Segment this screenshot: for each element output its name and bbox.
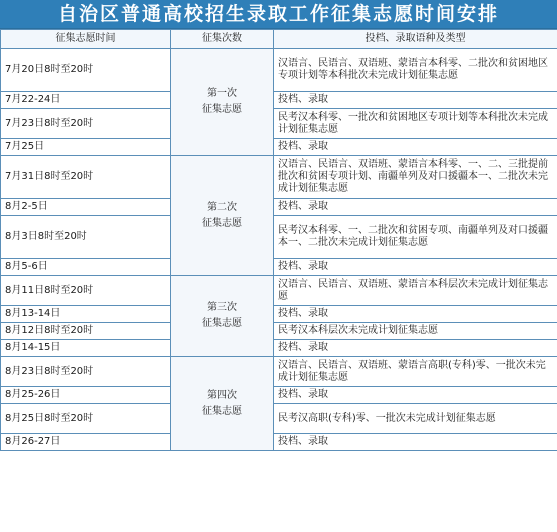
round-cell-4 xyxy=(171,357,274,451)
time-cell: 8月3日8时至20时 xyxy=(1,216,171,259)
table-header-row xyxy=(1,30,557,49)
round-label: 第四次 xyxy=(207,389,237,401)
time-cell: 8月12日8时至20时 xyxy=(1,323,171,340)
category-cell: 民考汉本科层次未完成计划征集志愿 xyxy=(274,323,557,340)
round-sublabel: 征集志愿 xyxy=(202,405,242,417)
category-cell: 投档、录取 xyxy=(274,306,557,323)
header-round: 征集次数 xyxy=(171,30,274,49)
header-category: 投档、录取语种及类型 xyxy=(274,30,557,49)
category-cell: 汉语言、民语言、双语班、蒙语言本科零、一、二、三批提前批次和贫困专项计划、南疆单列及对口援疆本一、二批次未完成计划征集志愿 xyxy=(274,156,557,199)
page-title: 自治区普通高校招生录取工作征集志愿时间安排 xyxy=(0,0,557,29)
time-cell: 7月31日8时至20时 xyxy=(1,156,171,199)
category-cell: 投档、录取 xyxy=(274,434,557,451)
time-cell: 8月25日8时至20时 xyxy=(1,404,171,434)
table-row xyxy=(1,156,557,199)
category-cell: 投档、录取 xyxy=(274,139,557,156)
category-cell: 民考汉本科零、一批次和贫困地区专项计划等本科批次未完成计划征集志愿 xyxy=(274,109,557,139)
table-row xyxy=(1,323,557,340)
category-cell: 民考汉本科零、一、二批次和贫困专项、南疆单列及对口援疆本一、二批次未完成计划征集志愿 xyxy=(274,216,557,259)
table-row xyxy=(1,92,557,109)
table-row xyxy=(1,306,557,323)
time-cell: 7月20日8时至20时 xyxy=(1,49,171,92)
time-cell: 7月23日8时至20时 xyxy=(1,109,171,139)
time-cell: 8月11日8时至20时 xyxy=(1,276,171,306)
time-cell: 8月13-14日 xyxy=(1,306,171,323)
round-label: 第二次 xyxy=(207,201,237,213)
round-cell-2 xyxy=(171,156,274,276)
category-cell: 汉语言、民语言、双语班、蒙语言本科零、二批次和贫困地区专项计划等本科批次未完成计划征集志愿 xyxy=(274,49,557,92)
table-row xyxy=(1,276,557,306)
category-cell: 投档、录取 xyxy=(274,387,557,404)
category-cell: 汉语言、民语言、双语班、蒙语言高职(专科)零、一批次未完成计划征集志愿 xyxy=(274,357,557,387)
table-row xyxy=(1,357,557,387)
category-cell: 投档、录取 xyxy=(274,199,557,216)
table-row xyxy=(1,404,557,434)
round-cell-1 xyxy=(171,49,274,156)
round-sublabel: 征集志愿 xyxy=(202,104,242,115)
category-cell: 投档、录取 xyxy=(274,340,557,357)
round-cell-3 xyxy=(171,276,274,357)
table-row xyxy=(1,109,557,139)
category-cell: 投档、录取 xyxy=(274,259,557,276)
table-row xyxy=(1,199,557,216)
round-label: 第三次 xyxy=(207,302,237,313)
time-cell: 7月25日 xyxy=(1,139,171,156)
table-row xyxy=(1,340,557,357)
category-cell: 汉语言、民语言、双语班、蒙语言本科层次未完成计划征集志愿 xyxy=(274,276,557,306)
time-cell: 8月14-15日 xyxy=(1,340,171,357)
round-label: 第一次 xyxy=(207,88,237,99)
table-row xyxy=(1,387,557,404)
round-sublabel: 征集志愿 xyxy=(202,217,242,229)
time-cell: 8月26-27日 xyxy=(1,434,171,451)
table-row xyxy=(1,216,557,259)
schedule-table xyxy=(0,29,557,451)
time-cell: 8月25-26日 xyxy=(1,387,171,404)
time-cell: 8月23日8时至20时 xyxy=(1,357,171,387)
table-row xyxy=(1,259,557,276)
table-row xyxy=(1,434,557,451)
time-cell: 8月5-6日 xyxy=(1,259,171,276)
time-cell: 8月2-5日 xyxy=(1,199,171,216)
category-cell: 民考汉高职(专科)零、一批次未完成计划征集志愿 xyxy=(274,404,557,434)
table-row xyxy=(1,49,557,92)
table-row xyxy=(1,139,557,156)
time-cell: 7月22-24日 xyxy=(1,92,171,109)
category-cell: 投档、录取 xyxy=(274,92,557,109)
header-time: 征集志愿时间 xyxy=(1,30,171,49)
round-sublabel: 征集志愿 xyxy=(202,318,242,329)
